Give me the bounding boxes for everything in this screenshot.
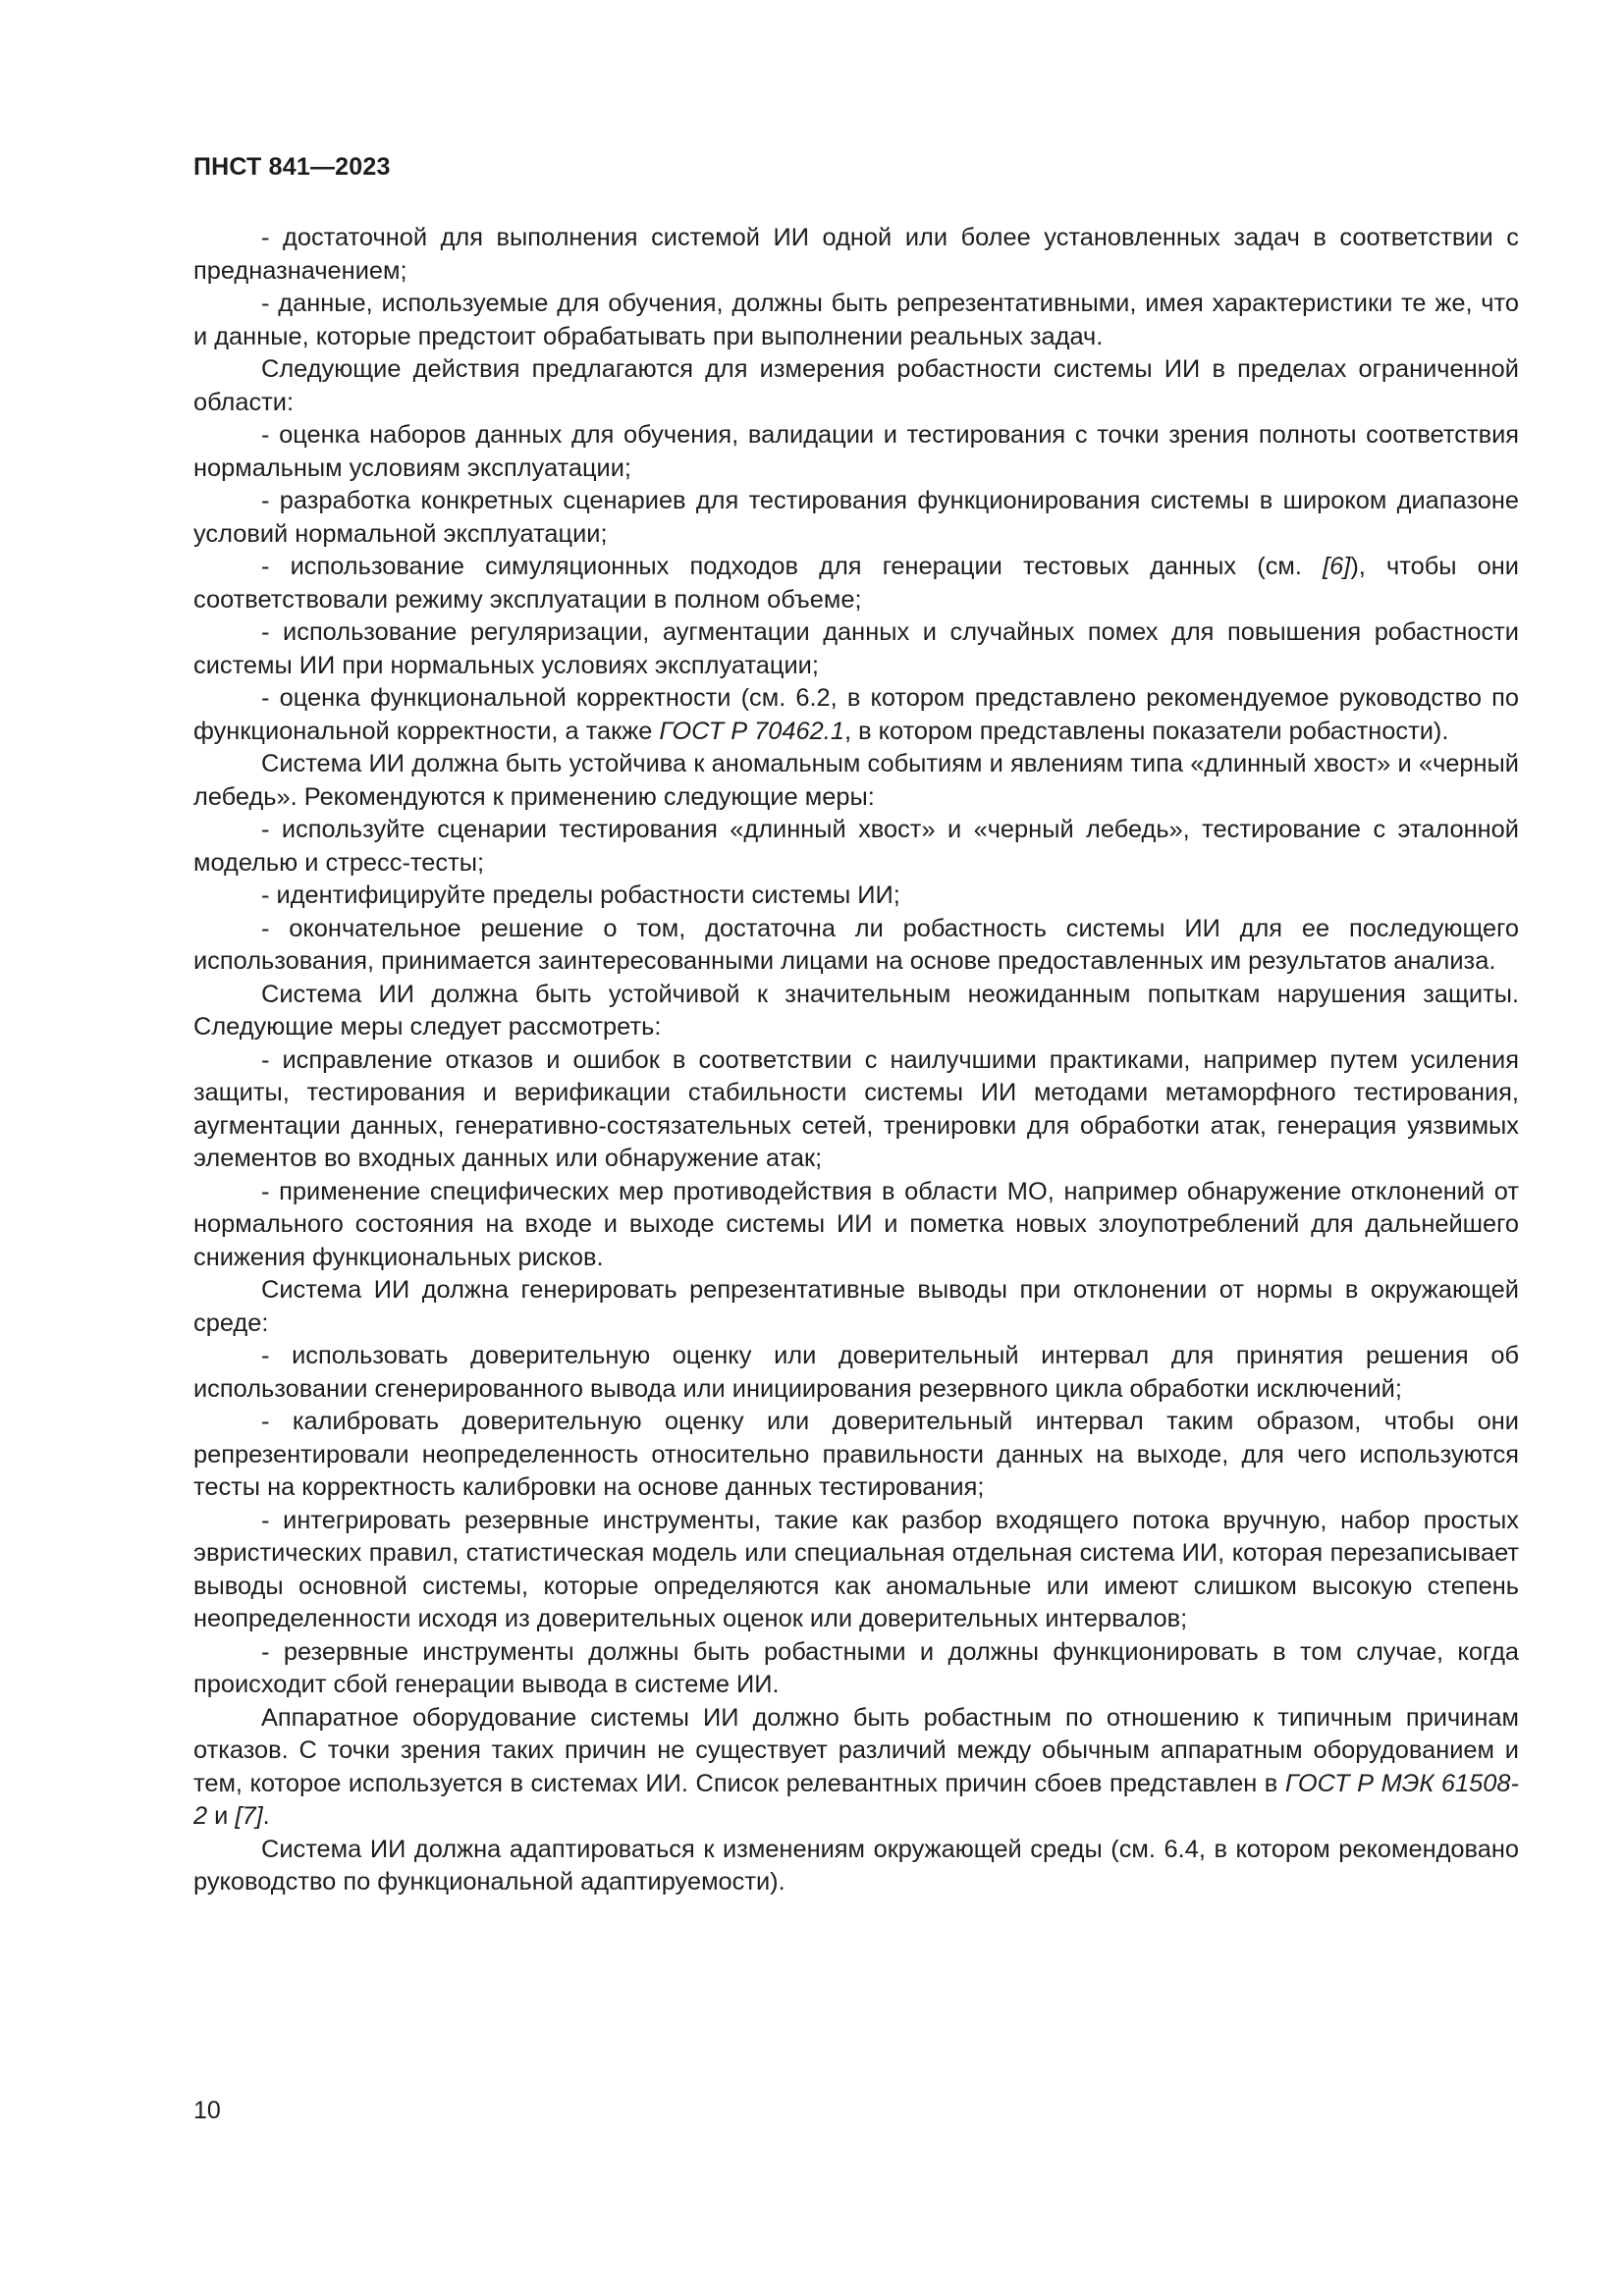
paragraph: - применение специфических мер противодействия в области МО, например обнаружение отклонений от нормального состояния на входе и выходе системы ИИ и пометка новых злоупотреблений для дальнейшего снижения функциональных рисков. xyxy=(193,1177,1519,1271)
paragraph xyxy=(193,1702,1519,1834)
paragraph: - используйте сценарии тестирования «длинный хвост» и «черный лебедь», тестирование с эталонной моделью и стресс-тесты; xyxy=(193,816,1519,877)
paragraph-text: ), чтобы они соответствовали режиму эксплуатации в полном объеме; xyxy=(193,553,1519,614)
paragraph: - идентифицируйте пределы робастности системы ИИ; xyxy=(261,881,900,909)
paragraph: - резервные инструменты должны быть робастными и должны функционировать в том случае, когда происходит сбой генерации вывода в системе ИИ. xyxy=(193,1637,1519,1698)
bibliography-reference: [6] xyxy=(1323,553,1351,580)
paragraph-text: Аппаратное оборудование системы ИИ должно быть робастным по отношению к типичным причинам отказов. С точки зрения таких причин не существует различий между обычным аппаратным оборудованием и тем, которое используется в системах ИИ. Список релевантных причин сбоев представлен в xyxy=(193,1703,1519,1797)
bibliography-reference: [7] xyxy=(235,1802,263,1830)
paragraph-text: - оценка функциональной корректности (см. 6.2, в котором представлено рекомендуемое руководство по функциональной корректности, а также xyxy=(193,684,1519,745)
paragraph: - разработка конкретных сценариев для тестирования функционирования системы в широком диапазоне условий нормальной эксплуатации; xyxy=(193,487,1519,548)
paragraph xyxy=(193,682,1519,748)
page-number: 10 xyxy=(193,2097,221,2124)
paragraph: - использование регуляризации, аугментации данных и случайных помех для повышения робастности системы ИИ при нормальных условиях эксплуатации; xyxy=(193,618,1519,679)
paragraph: - калибровать доверительную оценку или доверительный интервал таким образом, чтобы они репрезентировали неопределенность относительно правильности данных на выходе, для чего используются тесты на корректность калибровки на основе данных тестирования; xyxy=(193,1408,1519,1501)
paragraph: Система ИИ должна быть устойчивой к значительным неожиданным попыткам нарушения защиты. Следующие меры следует рассмотреть: xyxy=(193,980,1519,1041)
document-header: ПНСТ 841—2023 xyxy=(193,153,391,181)
standard-reference: ГОСТ Р 70462.1 xyxy=(659,717,844,745)
paragraph: Система ИИ должна адаптироваться к изменениям окружающей среды (см. 6.4, в котором рекомендовано руководство по функциональной адаптируемости). xyxy=(193,1835,1519,1896)
paragraph: - достаточной для выполнения системой ИИ одной или более установленных задач в соответствии с предназначением; xyxy=(193,224,1519,285)
paragraph: - данные, используемые для обучения, должны быть репрезентативными, имея характеристики те же, что и данные, которые предстоит обрабатывать при выполнении реальных задач. xyxy=(193,290,1519,350)
paragraph: - окончательное решение о том, достаточна ли робастность системы ИИ для ее последующего использования, принимается заинтересованными лицами на основе предоставленных им результатов анализа. xyxy=(193,914,1519,975)
paragraph-text: . xyxy=(262,1802,270,1830)
paragraph: Система ИИ должна генерировать репрезентативные выводы при отклонении от нормы в окружающей среде: xyxy=(193,1276,1519,1337)
paragraph-text: - использование симуляционных подходов для генерации тестовых данных (см. xyxy=(261,553,1324,580)
paragraph: - интегрировать резервные инструменты, такие как разбор входящего потока вручную, набор простых эвристических правил, статистическая модель или специальная отдельная система ИИ, которая перезаписывает выводы основной системы, которые определяются как аномальные или имеют слишком высокую степень неопределенности исходя из доверительных оценок или доверительных интервалов; xyxy=(193,1506,1519,1632)
paragraph: - исправление отказов и ошибок в соответствии с наилучшими практиками, например путем усиления защиты, тестирования и верификации стабильности системы ИИ методами метаморфного тестирования, аугментации данных, генеративно-состязательных сетей, тренировки для обработки атак, генерация уязвимых элементов во входных данных или обнаружение атак; xyxy=(193,1045,1519,1172)
document-body xyxy=(193,222,1519,1899)
paragraph: Следующие действия предлагаются для измерения робастности системы ИИ в пределах ограниченной области: xyxy=(193,355,1519,416)
paragraph xyxy=(193,551,1519,616)
paragraph-text: , в котором представлены показатели робастности). xyxy=(843,717,1449,745)
paragraph: - использовать доверительную оценку или доверительный интервал для принятия решения об использовании сгенерированного вывода или инициирования резервного цикла обработки исключений; xyxy=(193,1342,1519,1403)
paragraph: Система ИИ должна быть устойчива к аномальным событиям и явлениям типа «длинный хвост» и «черный лебедь». Рекомендуются к применению следующие меры: xyxy=(193,750,1519,811)
standard-reference: ГОСТ Р МЭК 61508-2 xyxy=(193,1769,1519,1830)
paragraph-text: и xyxy=(207,1802,236,1830)
paragraph: - оценка наборов данных для обучения, валидации и тестирования с точки зрения полноты соответствия нормальным условиям эксплуатации; xyxy=(193,421,1519,482)
